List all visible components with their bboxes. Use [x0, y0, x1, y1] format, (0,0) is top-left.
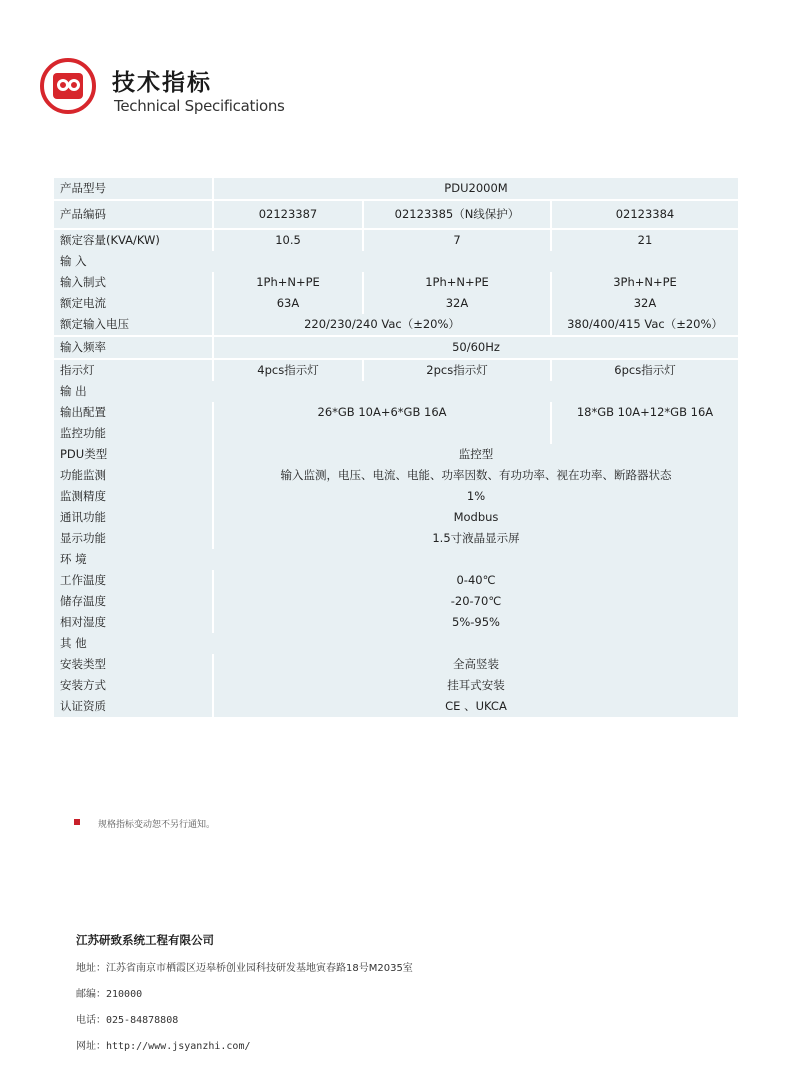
row-label: 监控功能 [54, 423, 212, 444]
row-value: 18*GB 10A+12*GB 16A [552, 402, 738, 423]
row-value: 63A [214, 293, 362, 314]
table-row-monitor-func [54, 423, 738, 444]
row-value: -20-70℃ [214, 591, 738, 612]
row-value: 1Ph+N+PE [364, 272, 550, 293]
row-value: 输入监测，电压、电流、电能、功率因数、有功功率、视在功率、断路器状态 [214, 465, 738, 486]
row-value: 2pcs指示灯 [364, 360, 550, 381]
row-label: 输入制式 [54, 272, 212, 293]
row-label: 认证资质 [54, 696, 212, 717]
table-section-input [54, 251, 738, 272]
table-row-cert [54, 696, 738, 717]
row-label: 产品编码 [54, 201, 212, 228]
row-label: 监测精度 [54, 486, 212, 507]
row-value: 监控型 [214, 444, 738, 465]
row-value: 1Ph+N+PE [214, 272, 362, 293]
table-row-model [54, 178, 738, 199]
table-row-work-temp [54, 570, 738, 591]
table-row-display [54, 528, 738, 549]
row-value: Modbus [214, 507, 738, 528]
table-section-env [54, 549, 738, 570]
row-label: 输出配置 [54, 402, 212, 423]
website-line [76, 1037, 413, 1052]
table-row-frequency [54, 337, 738, 358]
row-value: 380/400/415 Vac（±20%） [552, 314, 738, 335]
row-value: 6pcs指示灯 [552, 360, 738, 381]
table-row-output-config [54, 402, 738, 423]
address-value: 江苏省南京市栖霞区迈皋桥创业园科技研发基地寅春路18号M2035室 [106, 963, 413, 974]
table-row-code [54, 201, 738, 228]
row-value: CE 、UKCA [214, 696, 738, 717]
row-value-empty [552, 423, 738, 444]
row-value: 4pcs指示灯 [214, 360, 362, 381]
row-label: 指示灯 [54, 360, 212, 381]
table-row-voltage [54, 314, 738, 335]
row-label: 输入频率 [54, 337, 212, 358]
website-link[interactable]: http://www.jsyanzhi.com/ [106, 1041, 251, 1052]
row-value: 1.5寸液晶显示屏 [214, 528, 738, 549]
row-value: 02123387 [214, 201, 362, 228]
table-section-other [54, 633, 738, 654]
row-value [214, 423, 550, 444]
row-label: 产品型号 [54, 178, 212, 199]
row-value: 220/230/240 Vac（±20%） [214, 314, 550, 335]
row-label: 相对湿度 [54, 612, 212, 633]
row-label: PDU类型 [54, 444, 212, 465]
row-label: 储存温度 [54, 591, 212, 612]
table-row-install-method [54, 675, 738, 696]
table-section-output [54, 381, 738, 402]
row-value: 21 [552, 230, 738, 251]
postcode-label: 邮编： [76, 989, 106, 1000]
phone-value: 025-84878808 [106, 1015, 179, 1026]
table-row-capacity [54, 230, 738, 251]
table-row-indicator [54, 360, 738, 381]
row-label: 安装方式 [54, 675, 212, 696]
row-value: 全高竖装 [214, 654, 738, 675]
row-label: 通讯功能 [54, 507, 212, 528]
row-value: 3Ph+N+PE [552, 272, 738, 293]
row-label: 安装类型 [54, 654, 212, 675]
row-value: 50/60Hz [214, 337, 738, 358]
row-label: 额定容量(KVA/KW) [54, 230, 212, 251]
bullet-square-icon [74, 819, 80, 825]
table-row-input-type [54, 272, 738, 293]
table-row-accuracy [54, 486, 738, 507]
table-row-store-temp [54, 591, 738, 612]
row-value: 02123385（N线保护） [364, 201, 550, 228]
section-header: 输 出 [54, 381, 738, 402]
footer-contact [76, 932, 413, 1052]
row-label: 功能监测 [54, 465, 212, 486]
section-header: 其 他 [54, 633, 738, 654]
row-value: 26*GB 10A+6*GB 16A [214, 402, 550, 423]
address-label: 地址： [76, 963, 106, 974]
table-row-pdu-type [54, 444, 738, 465]
row-label: 工作温度 [54, 570, 212, 591]
row-value: 02123384 [552, 201, 738, 228]
gears-screen-icon [40, 58, 96, 114]
phone-line [76, 1011, 413, 1026]
row-value: 0-40℃ [214, 570, 738, 591]
postcode-line [76, 985, 413, 1000]
row-label: 额定电流 [54, 293, 212, 314]
page-title: 技术指标 [112, 70, 212, 96]
table-row-humidity [54, 612, 738, 633]
row-value: 挂耳式安装 [214, 675, 738, 696]
website-label: 网址： [76, 1041, 106, 1052]
row-value: 32A [364, 293, 550, 314]
section-header: 输 入 [54, 251, 738, 272]
postcode-value: 210000 [106, 989, 143, 1000]
section-header: 环 境 [54, 549, 738, 570]
page-subtitle: Technical Specifications [114, 97, 285, 115]
company-name: 江苏研致系统工程有限公司 [76, 933, 214, 947]
row-value: 5%-95% [214, 612, 738, 633]
row-label: 额定输入电压 [54, 314, 212, 335]
spec-table [54, 178, 738, 717]
table-row-comm [54, 507, 738, 528]
row-value: 10.5 [214, 230, 362, 251]
table-row-current [54, 293, 738, 314]
row-label: 显示功能 [54, 528, 212, 549]
row-value: PDU2000M [214, 178, 738, 199]
row-value: 7 [364, 230, 550, 251]
row-value: 32A [552, 293, 738, 314]
address-line [76, 959, 413, 974]
table-row-install-type [54, 654, 738, 675]
row-value: 1% [214, 486, 738, 507]
phone-label: 电话： [76, 1015, 106, 1026]
disclaimer-text: 规格指标变动恕不另行通知。 [98, 820, 216, 830]
table-row-func-monitor [54, 465, 738, 486]
